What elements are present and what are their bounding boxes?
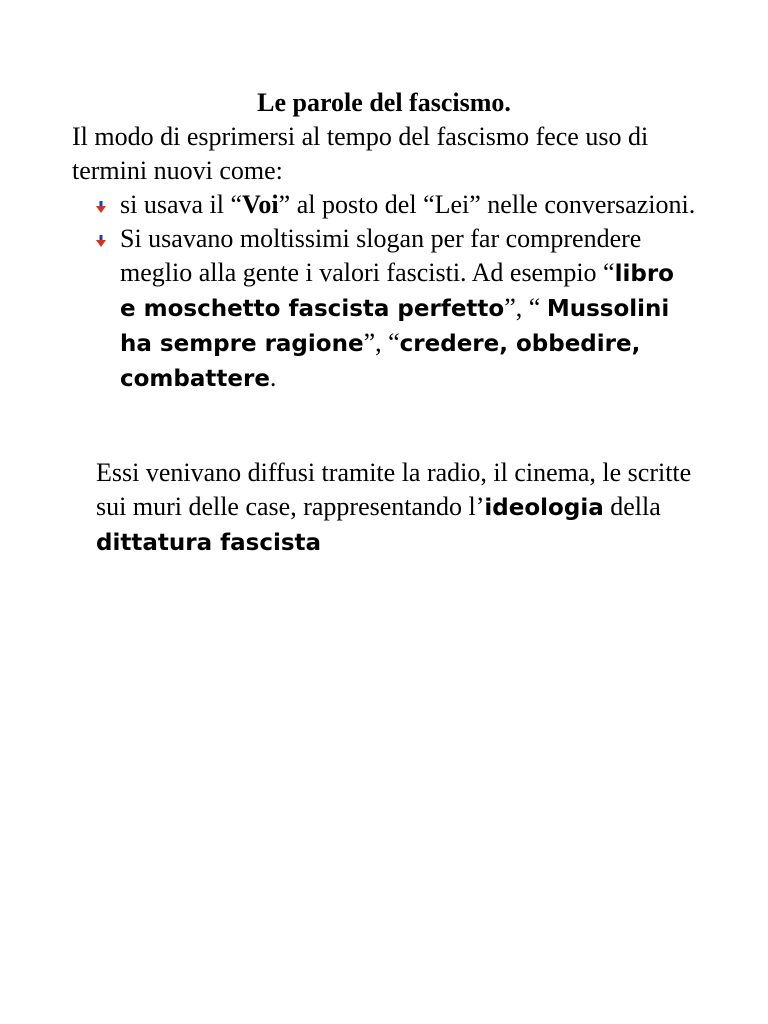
- bullet-item-slogan: [96, 222, 696, 396]
- bullet-list: [96, 188, 696, 396]
- bullet-text: ”, “: [363, 328, 400, 357]
- bold-slogan: libro e moschetto fascista perfetto: [120, 261, 674, 322]
- bullet-head: [96, 206, 106, 213]
- bullet-text: Si usavano moltissimi slogan per far comprendere meglio alla gente i valori fascisti. Ad esempio “: [120, 224, 642, 287]
- bold-term: ideologia: [484, 495, 604, 521]
- bold-slogan: credere, obbedire, combattere: [120, 331, 641, 392]
- closing-text: Essi venivano diffusi tramite la radio, il cinema, le scritte sui muri delle case, rappresentando l’: [96, 458, 692, 521]
- bold-term: Voi: [242, 190, 279, 219]
- bullet-head: [96, 240, 106, 247]
- closing-paragraph: [96, 456, 716, 560]
- down-arrow-bullet-icon: [96, 201, 106, 213]
- intro-paragraph: Il modo di esprimersi al tempo del fascismo fece uso di termini nuovi come:: [72, 122, 649, 185]
- down-arrow-bullet-icon: [96, 235, 106, 247]
- bold-slogan: Mussolini ha sempre ragione: [120, 296, 670, 357]
- bullet-text: ”, “: [504, 293, 547, 322]
- document-title: Le parole del fascismo.: [257, 88, 511, 117]
- bullet-text: .: [269, 363, 277, 392]
- bullet-item-voi: [96, 188, 696, 222]
- bold-term: dittatura fascista: [96, 530, 322, 556]
- bullet-text: ” al posto del “Lei” nelle conversazioni.: [278, 190, 696, 219]
- closing-text: della: [603, 492, 661, 521]
- bullet-text: si usava il “: [120, 190, 243, 219]
